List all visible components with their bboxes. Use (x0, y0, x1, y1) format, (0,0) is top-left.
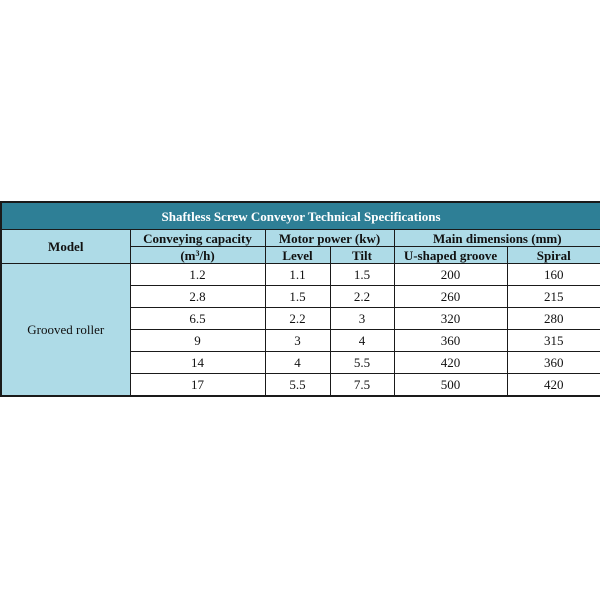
spec-table-container (0, 201, 600, 397)
header-u-groove: U-shaped groove (394, 247, 507, 264)
tilt-cell: 5.5 (330, 352, 394, 374)
table-title: Shaftless Screw Conveyor Technical Specifications (1, 202, 600, 230)
level-cell: 5.5 (265, 374, 330, 397)
capacity-unit-sup: 3 (195, 248, 200, 258)
header-tilt: Tilt (330, 247, 394, 264)
tilt-cell: 3 (330, 308, 394, 330)
header-model: Model (1, 230, 130, 264)
header-main-dimensions: Main dimensions (mm) (394, 230, 600, 247)
tilt-cell: 1.5 (330, 264, 394, 286)
groove-cell: 500 (394, 374, 507, 397)
header-spiral: Spiral (507, 247, 600, 264)
title-row (1, 202, 600, 230)
groove-cell: 200 (394, 264, 507, 286)
groove-cell: 260 (394, 286, 507, 308)
table-row (1, 264, 600, 286)
tilt-cell: 7.5 (330, 374, 394, 397)
spiral-cell: 315 (507, 330, 600, 352)
level-cell: 4 (265, 352, 330, 374)
spiral-cell: 420 (507, 374, 600, 397)
groove-cell: 320 (394, 308, 507, 330)
groove-cell: 420 (394, 352, 507, 374)
capacity-cell: 17 (130, 374, 265, 397)
level-cell: 1.1 (265, 264, 330, 286)
capacity-cell: 9 (130, 330, 265, 352)
header-capacity-unit (130, 247, 265, 264)
model-cell: Grooved roller (1, 264, 130, 397)
level-cell: 2.2 (265, 308, 330, 330)
capacity-unit-prefix: (m (180, 247, 196, 263)
groove-cell: 360 (394, 330, 507, 352)
level-cell: 1.5 (265, 286, 330, 308)
capacity-unit-suffix: /h) (199, 247, 215, 263)
header-capacity: Conveying capacity (130, 230, 265, 247)
tilt-cell: 4 (330, 330, 394, 352)
spiral-cell: 160 (507, 264, 600, 286)
header-row-1 (1, 230, 600, 247)
spiral-cell: 360 (507, 352, 600, 374)
header-level: Level (265, 247, 330, 264)
level-cell: 3 (265, 330, 330, 352)
header-motor-power: Motor power (kw) (265, 230, 394, 247)
spiral-cell: 280 (507, 308, 600, 330)
capacity-cell: 1.2 (130, 264, 265, 286)
capacity-cell: 14 (130, 352, 265, 374)
capacity-cell: 2.8 (130, 286, 265, 308)
spiral-cell: 215 (507, 286, 600, 308)
spec-table (0, 201, 600, 397)
capacity-cell: 6.5 (130, 308, 265, 330)
tilt-cell: 2.2 (330, 286, 394, 308)
